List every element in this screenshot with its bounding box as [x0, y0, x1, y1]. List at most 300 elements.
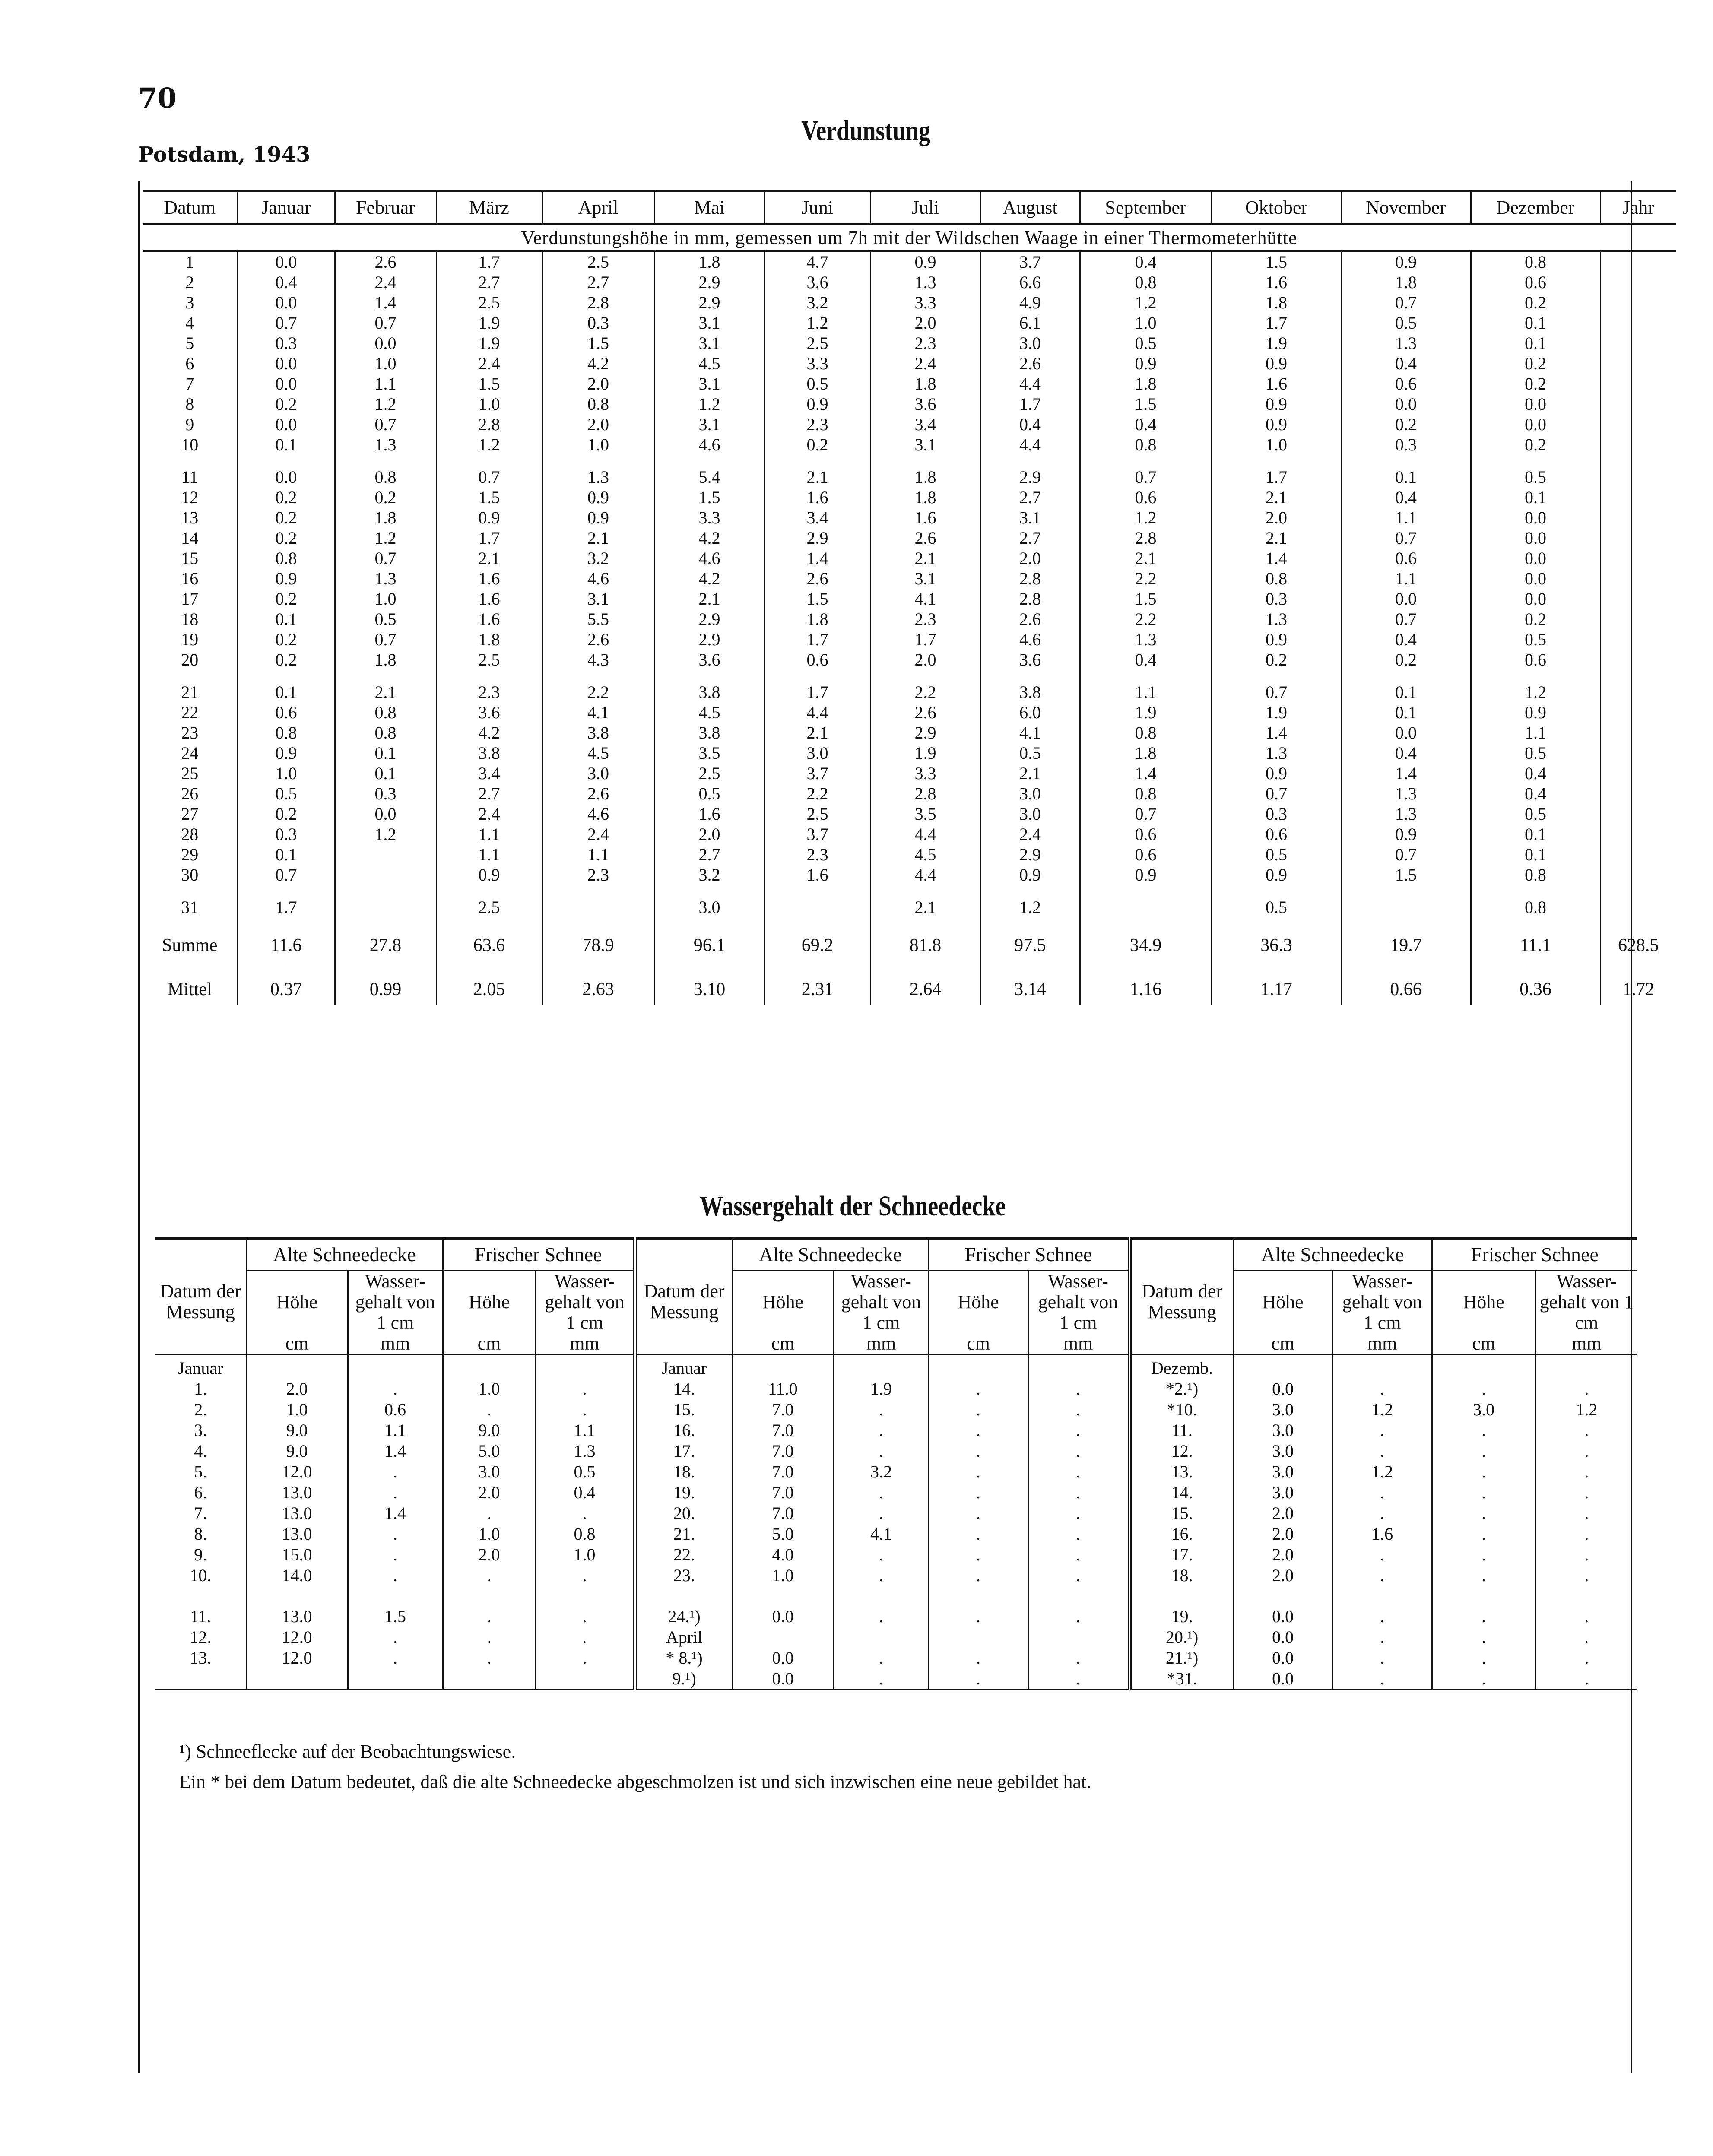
- value-cell: 1.3: [1341, 804, 1471, 824]
- header-cell: Oktober: [1212, 191, 1341, 224]
- value-cell: 0.1: [238, 844, 335, 865]
- value-cell: 0.5: [980, 743, 1080, 763]
- value-cell: 1.2: [1080, 292, 1212, 313]
- gap-cell: [1080, 670, 1212, 682]
- value-cell: 1.2: [1332, 1399, 1432, 1420]
- value-cell: 2.9: [765, 528, 870, 548]
- value-cell: 0.7: [335, 414, 436, 434]
- value-cell: 0.8: [1212, 568, 1341, 589]
- data-row: [143, 313, 1676, 333]
- date-cell: [155, 1586, 246, 1606]
- value-cell: 1.8: [870, 374, 980, 394]
- gap-cell: [143, 885, 238, 897]
- value-cell: 1.8: [335, 650, 436, 670]
- value-cell: [732, 1586, 834, 1606]
- value-cell: 4.9: [980, 292, 1080, 313]
- value-cell: .: [1432, 1627, 1535, 1648]
- value-cell: [929, 1355, 1028, 1379]
- value-cell: .: [348, 1524, 443, 1544]
- day-cell: 6: [185, 354, 194, 373]
- date-cell: 10.: [190, 1566, 212, 1585]
- evaporation-subcaption: Verdunstungshöhe in mm, gemessen um 7h mit der Wildschen Waage in einer Thermometerhütte: [143, 224, 1676, 251]
- value-cell: 1.8: [765, 609, 870, 629]
- data-row: [143, 292, 1676, 313]
- value-cell: [542, 897, 654, 917]
- value-cell: 4.4: [980, 434, 1080, 455]
- snow-row: [155, 1482, 1637, 1503]
- date-cell: 1.: [194, 1379, 207, 1398]
- value-cell: [246, 1668, 348, 1690]
- value-cell: 2.1: [1212, 487, 1341, 507]
- date-cell: 20.: [635, 1503, 732, 1524]
- value-cell: 4.5: [542, 743, 654, 763]
- value-cell: 2.6: [980, 353, 1080, 374]
- value-cell: 13.0: [246, 1606, 348, 1627]
- value-cell: 0.0: [1341, 394, 1471, 414]
- value-cell: 2.5: [542, 251, 654, 273]
- value-cell: 2.6: [542, 783, 654, 804]
- data-row: [143, 682, 1676, 702]
- value-cell: [1341, 897, 1471, 917]
- value-cell: 4.1: [542, 702, 654, 723]
- date-cell: 12.: [1129, 1441, 1233, 1462]
- value-cell: 0.9: [980, 865, 1080, 885]
- value-cell: 0.1: [1341, 702, 1471, 723]
- date-cell: 21.: [635, 1524, 732, 1544]
- page-number: 70: [138, 82, 177, 114]
- gap-cell: [1212, 670, 1341, 682]
- value-cell: 3.0: [1233, 1441, 1332, 1462]
- value-cell: [348, 1586, 443, 1606]
- value-cell: 0.8: [238, 548, 335, 568]
- value-cell: 0.2: [238, 394, 335, 414]
- value-cell: 0.1: [1471, 333, 1600, 353]
- value-cell: .: [1332, 1565, 1432, 1586]
- value-cell: 12.0: [246, 1627, 348, 1648]
- value-cell: .: [536, 1648, 635, 1668]
- value-cell: 1.9: [834, 1379, 929, 1399]
- value-cell: .: [1332, 1503, 1432, 1524]
- value-cell: [443, 1586, 536, 1606]
- value-cell: 3.1: [654, 333, 765, 353]
- value-cell: 2.1: [980, 763, 1080, 783]
- gap-cell: [870, 961, 980, 973]
- value-cell: 1.8: [1212, 292, 1341, 313]
- value-cell: 3.10: [654, 973, 765, 1005]
- value-cell: [1600, 702, 1676, 723]
- value-cell: 2.1: [765, 467, 870, 487]
- gap-cell: [1080, 917, 1212, 929]
- value-cell: 2.0: [654, 824, 765, 844]
- value-cell: [246, 1586, 348, 1606]
- value-cell: 1.2: [1332, 1462, 1432, 1482]
- value-cell: 1.3: [1212, 609, 1341, 629]
- place-year: Potsdam, 1943: [138, 143, 311, 167]
- value-cell: 0.8: [1080, 434, 1212, 455]
- col-wassergehalt: Wasser-gehalt von 1 cm: [1332, 1271, 1432, 1334]
- gap-cell: [1471, 885, 1600, 897]
- value-cell: 3.2: [542, 548, 654, 568]
- value-cell: 2.5: [436, 292, 542, 313]
- value-cell: .: [1432, 1606, 1535, 1627]
- data-row: [143, 723, 1676, 743]
- snow-row: [155, 1648, 1637, 1668]
- value-cell: 4.4: [870, 824, 980, 844]
- col-datum: [1129, 1239, 1233, 1271]
- gap-cell: [238, 455, 335, 467]
- value-cell: .: [1535, 1462, 1637, 1482]
- value-cell: 0.8: [542, 394, 654, 414]
- value-cell: .: [443, 1606, 536, 1627]
- gap-cell: [1600, 455, 1676, 467]
- value-cell: [1600, 394, 1676, 414]
- col-datum-der-messung: Datum der Messung: [160, 1281, 241, 1323]
- value-cell: 15.0: [246, 1544, 348, 1565]
- day-cell: 12: [181, 488, 199, 507]
- value-cell: 0.1: [238, 609, 335, 629]
- value-cell: .: [1535, 1648, 1637, 1668]
- value-cell: 5.0: [732, 1524, 834, 1544]
- value-cell: 2.3: [870, 609, 980, 629]
- gap-cell: [436, 885, 542, 897]
- value-cell: 0.5: [765, 374, 870, 394]
- value-cell: [929, 1627, 1028, 1648]
- value-cell: 0.1: [1471, 844, 1600, 865]
- value-cell: 1.9: [1212, 333, 1341, 353]
- data-row: [143, 783, 1676, 804]
- value-cell: .: [1332, 1606, 1432, 1627]
- value-cell: 0.9: [436, 865, 542, 885]
- value-cell: [1600, 434, 1676, 455]
- gap-cell: [335, 917, 436, 929]
- value-cell: 4.5: [654, 702, 765, 723]
- value-cell: [1600, 374, 1676, 394]
- value-cell: 97.5: [980, 929, 1080, 961]
- value-cell: [1028, 1355, 1129, 1379]
- day-cell: 30: [181, 865, 199, 885]
- value-cell: .: [1535, 1627, 1637, 1648]
- value-cell: 0.4: [1341, 487, 1471, 507]
- value-cell: 3.1: [870, 568, 980, 589]
- data-row: [143, 702, 1676, 723]
- value-cell: .: [834, 1606, 929, 1627]
- value-cell: 7.0: [732, 1503, 834, 1524]
- value-cell: 1.0: [732, 1565, 834, 1586]
- value-cell: 0.2: [238, 589, 335, 609]
- value-cell: 0.8: [1471, 865, 1600, 885]
- evaporation-body: [143, 251, 1676, 1006]
- value-cell: .: [1535, 1565, 1637, 1586]
- value-cell: 3.6: [870, 394, 980, 414]
- header-cell: Dezember: [1471, 191, 1600, 224]
- value-cell: 4.6: [980, 629, 1080, 650]
- value-cell: 0.1: [335, 743, 436, 763]
- value-cell: 1.6: [765, 487, 870, 507]
- value-cell: 2.1: [436, 548, 542, 568]
- date-cell: 13.: [190, 1648, 212, 1668]
- value-cell: [1233, 1586, 1332, 1606]
- value-cell: 3.0: [1233, 1420, 1332, 1441]
- unit-cell: cm: [732, 1333, 834, 1355]
- date-cell: 18.: [1129, 1565, 1233, 1586]
- day-cell: 1: [185, 252, 194, 272]
- value-cell: 0.4: [1080, 650, 1212, 670]
- value-cell: 2.9: [870, 723, 980, 743]
- value-cell: 2.05: [436, 973, 542, 1005]
- value-cell: 0.1: [238, 682, 335, 702]
- day-cell: 27: [181, 804, 199, 824]
- snow-title: Wassergehalt der Schneedecke: [700, 1190, 1006, 1222]
- value-cell: [1600, 467, 1676, 487]
- snow-row: [155, 1441, 1637, 1462]
- value-cell: .: [1535, 1441, 1637, 1462]
- value-cell: 1.0: [1080, 313, 1212, 333]
- value-cell: 1.0: [443, 1524, 536, 1544]
- value-cell: 2.1: [542, 528, 654, 548]
- value-cell: .: [443, 1399, 536, 1420]
- value-cell: 1.2: [980, 897, 1080, 917]
- value-cell: 2.9: [980, 467, 1080, 487]
- day-cell: 17: [181, 589, 199, 609]
- header-cell: April: [542, 191, 654, 224]
- value-cell: 0.7: [335, 313, 436, 333]
- value-cell: 0.8: [1471, 251, 1600, 273]
- value-cell: 1.6: [870, 507, 980, 528]
- day-cell: 14: [181, 528, 199, 548]
- value-cell: .: [536, 1565, 635, 1586]
- value-cell: 4.4: [765, 702, 870, 723]
- value-cell: .: [1028, 1420, 1129, 1441]
- gap-cell: [870, 917, 980, 929]
- value-cell: .: [929, 1565, 1028, 1586]
- value-cell: .: [834, 1668, 929, 1690]
- date-cell: 9.: [194, 1545, 207, 1564]
- group-gap: [143, 670, 1676, 682]
- value-cell: .: [348, 1648, 443, 1668]
- value-cell: [834, 1586, 929, 1606]
- value-cell: 0.0: [1233, 1627, 1332, 1648]
- value-cell: 1.5: [436, 487, 542, 507]
- value-cell: 1.3: [1341, 783, 1471, 804]
- value-cell: 0.2: [238, 507, 335, 528]
- value-cell: 1.2: [654, 394, 765, 414]
- value-cell: 2.3: [542, 865, 654, 885]
- value-cell: 1.1: [1471, 723, 1600, 743]
- value-cell: 1.4: [1212, 548, 1341, 568]
- value-cell: .: [1332, 1648, 1432, 1668]
- value-cell: .: [1028, 1544, 1129, 1565]
- gap-cell: [238, 961, 335, 973]
- gap-cell: [1341, 917, 1471, 929]
- gap-cell: [980, 917, 1080, 929]
- gap-cell: [1341, 455, 1471, 467]
- value-cell: 3.3: [870, 763, 980, 783]
- gap-cell: [1471, 961, 1600, 973]
- date-cell: 16.: [1129, 1524, 1233, 1544]
- value-cell: 2.1: [654, 589, 765, 609]
- value-cell: 2.3: [870, 333, 980, 353]
- gap-cell: [542, 885, 654, 897]
- date-cell: 14.: [1129, 1482, 1233, 1503]
- value-cell: 4.4: [980, 374, 1080, 394]
- gap-cell: [870, 670, 980, 682]
- value-cell: 3.3: [870, 292, 980, 313]
- value-cell: 1.7: [1212, 467, 1341, 487]
- value-cell: 2.31: [765, 973, 870, 1005]
- value-cell: 0.5: [1080, 333, 1212, 353]
- gap-cell: [143, 917, 238, 929]
- mittel-row: [143, 973, 1676, 1005]
- value-cell: 0.8: [335, 723, 436, 743]
- value-cell: 3.0: [765, 743, 870, 763]
- unit-cell: cm: [1432, 1333, 1535, 1355]
- value-cell: .: [1028, 1462, 1129, 1482]
- gap-cell: [1212, 961, 1341, 973]
- value-cell: 0.2: [238, 487, 335, 507]
- value-cell: 2.7: [654, 844, 765, 865]
- value-cell: [1233, 1355, 1332, 1379]
- day-cell: 22: [181, 703, 199, 722]
- value-cell: 1.9: [1080, 702, 1212, 723]
- value-cell: 2.3: [436, 682, 542, 702]
- value-cell: 2.5: [765, 333, 870, 353]
- gap-cell: [1341, 961, 1471, 973]
- unit-cell: mm: [834, 1333, 929, 1355]
- value-cell: 0.7: [1080, 804, 1212, 824]
- value-cell: 2.8: [870, 783, 980, 804]
- value-cell: 2.1: [1080, 548, 1212, 568]
- value-cell: 2.64: [870, 973, 980, 1005]
- value-cell: 9.0: [246, 1441, 348, 1462]
- value-cell: [335, 897, 436, 917]
- snow-body: [155, 1355, 1637, 1690]
- value-cell: 2.4: [436, 353, 542, 374]
- date-cell: 20.¹): [1129, 1627, 1233, 1648]
- value-cell: 0.9: [765, 394, 870, 414]
- value-cell: 0.0: [1471, 528, 1600, 548]
- gap-cell: [765, 961, 870, 973]
- data-row: [143, 467, 1676, 487]
- evaporation-table: [143, 190, 1676, 1005]
- snow-table: [155, 1237, 1637, 1690]
- value-cell: 0.4: [238, 272, 335, 292]
- value-cell: .: [929, 1648, 1028, 1668]
- value-cell: 2.63: [542, 973, 654, 1005]
- value-cell: 2.7: [436, 272, 542, 292]
- value-cell: .: [1332, 1441, 1432, 1462]
- value-cell: 1.7: [1212, 313, 1341, 333]
- value-cell: 2.3: [765, 414, 870, 434]
- value-cell: 4.2: [436, 723, 542, 743]
- value-cell: 0.6: [765, 650, 870, 670]
- evaporation-title: Verdunstung: [801, 115, 930, 146]
- value-cell: 1.6: [1212, 272, 1341, 292]
- value-cell: .: [348, 1544, 443, 1565]
- value-cell: 0.9: [1212, 629, 1341, 650]
- group-alte-schneedecke: Alte Schneedecke: [732, 1239, 929, 1271]
- value-cell: 0.3: [238, 333, 335, 353]
- value-cell: 2.0: [542, 414, 654, 434]
- snow-row: [155, 1355, 1637, 1379]
- value-cell: 0.2: [238, 650, 335, 670]
- gap-cell: [436, 670, 542, 682]
- value-cell: [732, 1627, 834, 1648]
- value-cell: .: [834, 1544, 929, 1565]
- col-wassergehalt: Wasser-gehalt von 1 cm: [348, 1271, 443, 1334]
- group-alte-schneedecke: Alte Schneedecke: [246, 1239, 443, 1271]
- value-cell: [1028, 1586, 1129, 1606]
- value-cell: 0.8: [1080, 272, 1212, 292]
- value-cell: 0.7: [1212, 682, 1341, 702]
- gap-cell: [436, 917, 542, 929]
- gap-cell: [870, 455, 980, 467]
- value-cell: 96.1: [654, 929, 765, 961]
- footnote-1: ¹) Schneeflecke auf der Beobachtungswiese.: [179, 1741, 516, 1762]
- data-row: [143, 414, 1676, 434]
- value-cell: 1.72: [1600, 973, 1676, 1005]
- day-cell: 10: [181, 435, 199, 454]
- value-cell: 3.4: [765, 507, 870, 528]
- value-cell: [348, 1668, 443, 1690]
- data-row: [143, 353, 1676, 374]
- value-cell: 1.7: [436, 251, 542, 273]
- value-cell: .: [1028, 1606, 1129, 1627]
- value-cell: 0.0: [1233, 1606, 1332, 1627]
- snow-row: [155, 1668, 1637, 1690]
- value-cell: .: [1535, 1524, 1637, 1544]
- value-cell: .: [1028, 1379, 1129, 1399]
- gap-cell: [1212, 885, 1341, 897]
- value-cell: .: [1332, 1482, 1432, 1503]
- value-cell: [834, 1627, 929, 1648]
- value-cell: [1600, 333, 1676, 353]
- value-cell: 0.8: [1080, 783, 1212, 804]
- value-cell: 0.7: [1341, 844, 1471, 865]
- value-cell: 0.5: [1471, 804, 1600, 824]
- value-cell: .: [1028, 1399, 1129, 1420]
- snow-row: [155, 1462, 1637, 1482]
- value-cell: 1.3: [1341, 333, 1471, 353]
- value-cell: 2.1: [1212, 528, 1341, 548]
- gap-cell: [980, 455, 1080, 467]
- value-cell: 4.5: [870, 844, 980, 865]
- value-cell: [246, 1355, 348, 1379]
- evaporation-header-row: [143, 191, 1676, 224]
- value-cell: 3.7: [980, 251, 1080, 273]
- value-cell: .: [1432, 1441, 1535, 1462]
- value-cell: 1.5: [765, 589, 870, 609]
- value-cell: 0.37: [238, 973, 335, 1005]
- value-cell: 3.0: [542, 763, 654, 783]
- value-cell: 7.0: [732, 1482, 834, 1503]
- value-cell: 0.7: [1341, 609, 1471, 629]
- value-cell: .: [834, 1399, 929, 1420]
- value-cell: 1.6: [654, 804, 765, 824]
- value-cell: 11.6: [238, 929, 335, 961]
- value-cell: 1.8: [1080, 374, 1212, 394]
- value-cell: 0.5: [1341, 313, 1471, 333]
- value-cell: 0.9: [1212, 353, 1341, 374]
- value-cell: 2.5: [436, 650, 542, 670]
- value-cell: 1.5: [1080, 394, 1212, 414]
- value-cell: 2.9: [654, 609, 765, 629]
- value-cell: .: [834, 1648, 929, 1668]
- value-cell: 0.3: [542, 313, 654, 333]
- day-cell: 9: [185, 415, 194, 434]
- value-cell: .: [1535, 1606, 1637, 1627]
- value-cell: .: [1332, 1544, 1432, 1565]
- value-cell: 3.1: [654, 313, 765, 333]
